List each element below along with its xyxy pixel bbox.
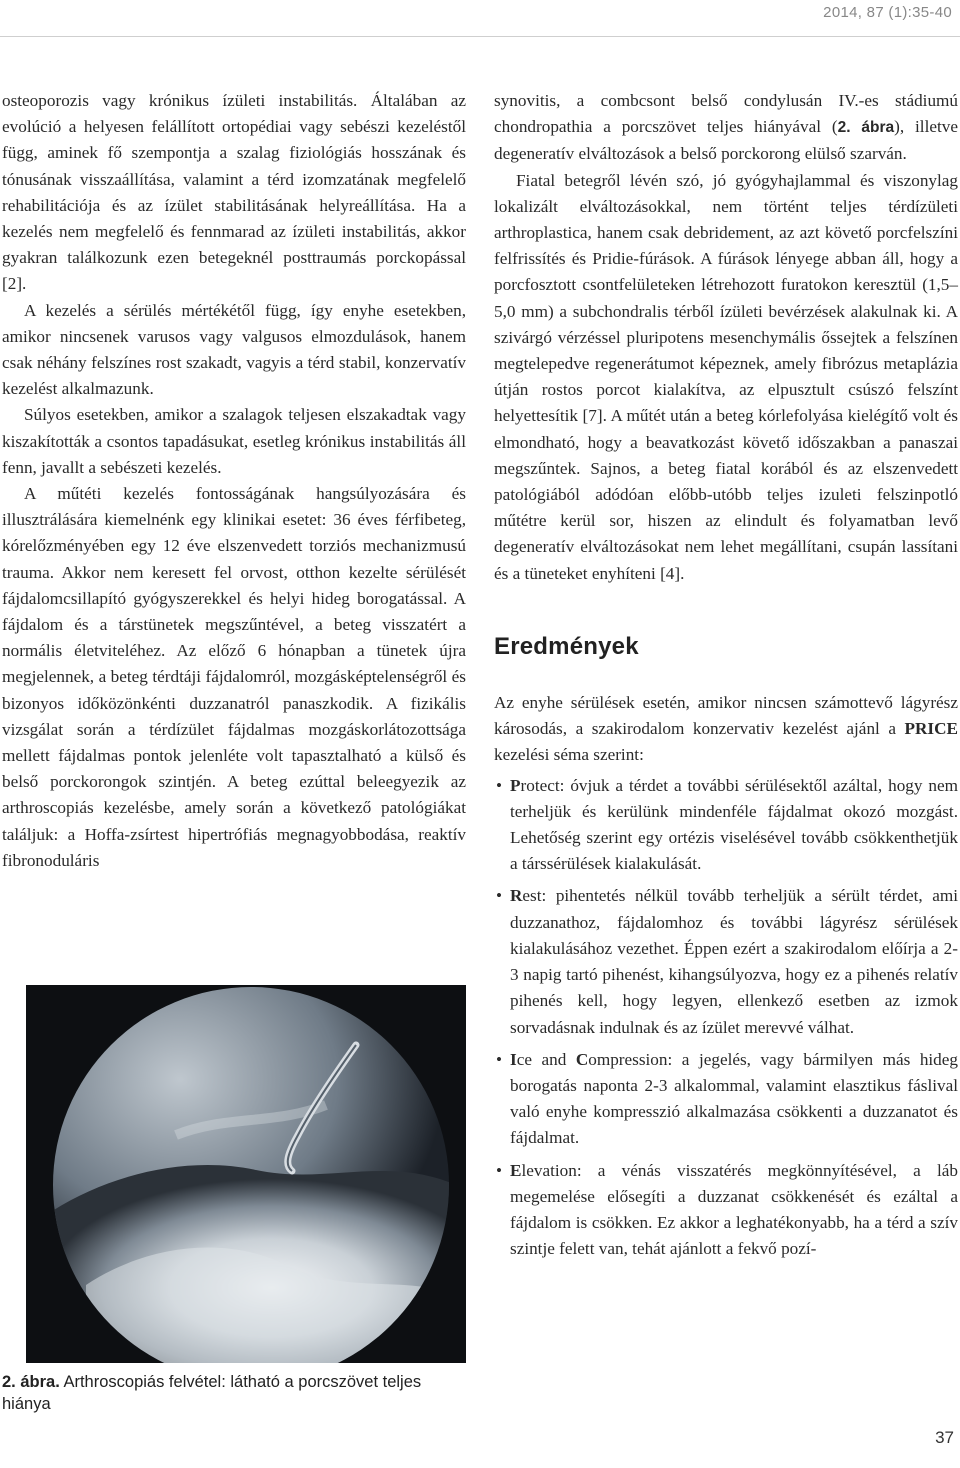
- body-paragraph: osteoporozis vagy krónikus ízületi instabilitás. Általában az evolúció a helyesen felállított ortopédiai vagy sebészi kezeléstől függ, aminek fő szempontja a szalag fiziológiás hosszának és tónusának visszaállítása, valamint a térd izomzatának megfelelő rehabilitációja és az ízület stabilitásának helyreállítása. Ha a kezelés nem megfelelő és fennmarad az ízületi instabilitás, akkor gyakran találkozunk ezen betegeknél posttraumás porckopással [2].: [2, 91, 466, 294]
- figure-caption-text: Arthroscopiás felvétel: látható a porcszövet teljes hiánya: [2, 1373, 422, 1413]
- figure-label: 2. ábra.: [2, 1373, 60, 1391]
- bullet-icon: •: [496, 775, 503, 795]
- list-item-text: rotect: óvjuk a térdet a további sérülésektől azáltal, hogy nem terheljük és kerülünk mindenféle fájdalmat okozó mozgást. Lehetőség szerint egy ortézis viselésével tovább csökkenthetjük a társsérülések kialakulását.: [510, 775, 958, 874]
- price-list: [494, 773, 958, 1263]
- text-run: ), illetve degeneratív elváltozások a belső porckorong elülső szarván.: [494, 117, 958, 164]
- body-paragraph: Súlyos esetekben, amikor a szalagok teljesen elszakadtak vagy kiszakították a csontos tapadásukat, esetleg krónikus instabilitás áll fenn, javallt a sebészeti kezelés.: [2, 405, 466, 477]
- left-column: [2, 88, 466, 874]
- list-item-text: levation: a vénás visszatérés megkönnyítésével, a láb megemelése elősegíti a duzzanat csökkenését és ezáltal a fájdalom is csökken. Ez akkor a leghatékonyabb, ha a térd a szív szintje felett van, tehát ajánlott a fekvő pozí-: [510, 1160, 958, 1259]
- page-number: 37: [935, 1428, 954, 1447]
- text-run: Az enyhe sérülések esetén, amikor nincsen számottevő lágyrész károsodás, a szakirodalom konzervativ kezelést ajánl a: [494, 693, 958, 739]
- body-paragraph: A kezelés a sérülés mértékétől függ, így enyhe esetekben, amikor nincsenek varusos vagy valgusos elmozdulások, hanem csak néhány felszínes rost szakadt, vagyis a térd stabil, konzervatív kezelést alkalmazunk.: [2, 300, 466, 399]
- list-item-initial: I: [510, 1049, 517, 1069]
- list-item-text: est: pihentetés nélkül tovább terheljük a sérült térdet, ami duzzanathoz, fájdalomhoz és további lágyrész sérülések kialakulásához vezethet. Éppen ezért a szakirodalom előírja a 2-3 napig tartó pihenést, kihangsúlyozva, hogy ez a pihenés relatív pihenés kell, hogy legyen, ellenkező esetben az izmok sorvadásnak indulnak és az ízület merevvé válhat.: [510, 886, 958, 1037]
- bullet-icon: •: [496, 1160, 503, 1180]
- list-item-initial: C: [575, 1049, 589, 1069]
- text-run: kezelési séma szerint:: [494, 745, 644, 765]
- list-item: [494, 1158, 958, 1263]
- header-divider: [0, 36, 960, 37]
- list-item-initial: P: [510, 775, 521, 795]
- text-run: synovitis, a combcsont belső condylusán IV.-es stádiumú chondropathia a porcszövet teljes hiányával (: [494, 91, 958, 137]
- list-item: [494, 1047, 958, 1152]
- arthroscopic-image: [26, 985, 466, 1363]
- figure-reference: 2. ábra: [837, 119, 895, 137]
- list-item-text: ce and: [516, 1049, 576, 1069]
- section-heading: Eredmények: [494, 632, 639, 660]
- list-item-initial: R: [510, 886, 523, 906]
- list-item-initial: E: [510, 1160, 522, 1180]
- price-acronym: PRICE: [904, 719, 958, 739]
- list-item: [494, 773, 958, 878]
- body-paragraph: [494, 690, 958, 769]
- body-paragraph: A műtéti kezelés fontosságának hangsúlyozására és illusztrálására kiemelnénk egy klinikai esetet: 36 éves férfibeteg, kórelőzményében egy 12 éve elszenvedett torziós mechanizmusú trauma. Akkor nem keresett fel orvost, otthon kezelte sérülését fájdalomcsillapító gyógyszerekkel és helyi hideg borogatással. A fájdalom és a társtünetek megszűntével, a beteg visszatért a normális életviteléhez. Az előző 6 hónapban a tünetek újra megjelennek, a beteg térdtáji fájdalomról, mozgásképtelenségről és bizonyos időközönkénti duzzanatról panaszkodik. A fizikális vizsgálat során a térdízület fájdalmas mozgáskorlátozottsága mellett fájdalmas pontok jelenléte volt tapasztalható a külső és belső porckorongok szintjén. A beteg ezúttal beleegyezik az arthroscopiás kezelésbe, amely során a következő patológiákat találjuk: a Hoffa-zsírtest hipertrófiás megnagyobbodása, reaktív fibronoduláris: [2, 484, 466, 870]
- bullet-icon: •: [496, 886, 503, 906]
- list-item: [494, 883, 958, 1040]
- bullet-icon: •: [496, 1049, 503, 1069]
- figure-caption: [2, 1371, 468, 1415]
- body-paragraph: Fiatal betegről lévén szó, jó gyógyhajlammal és viszonylag lokalizált elváltozásokkal, nem történt teljes térdízületi arthroplastica, hanem csak debridement, az azt követő porcfelszíni felfrissítés és Pridie-fúrások. A fúrások lényege abban áll, hogy a porcfosztott csontfelületeken létrehozott furatokon keresztül (1,5–5,0 mm) a subchondralis térből ízületi bevérzések alakulnak ki. A szivárgó vérzéssel pluripotens mesenchymális őssejtek a felszínen megtelepedve regenerátumot képeznek, amely fibrózus metaplázia útján rostos porcot kialakítva, az elpusztult csúszó felszínt helyettesítik [7]. A műtét után a beteg kórlefolyása kielégítő volt és elmondható, hogy a beavatkozást követő időszakban a panaszai megszűntek. Sajnos, a beteg fiatal korából és az elszenvedett patológiából adódóan előbb-utóbb teljes izuleti felszinpotló műtétre kerül sor, hiszen az elindult és folyamatban levő degeneratív elváltozásokat nem lehet megállítani, csupán lassítani és a tüneteket enyhíteni [4].: [494, 170, 958, 583]
- journal-citation: 2014, 87 (1):35-40: [823, 4, 952, 21]
- list-item-text: ompression: a jegelés, vagy bármilyen más hideg borogatás naponta 2-3 alkalommal, valamint elasztikus fáslival való enyhe kompresszió alkalmazása csökkenti a duzzanatot és fájdalmat.: [510, 1049, 958, 1148]
- right-column: [494, 88, 958, 1268]
- body-paragraph: [494, 88, 958, 168]
